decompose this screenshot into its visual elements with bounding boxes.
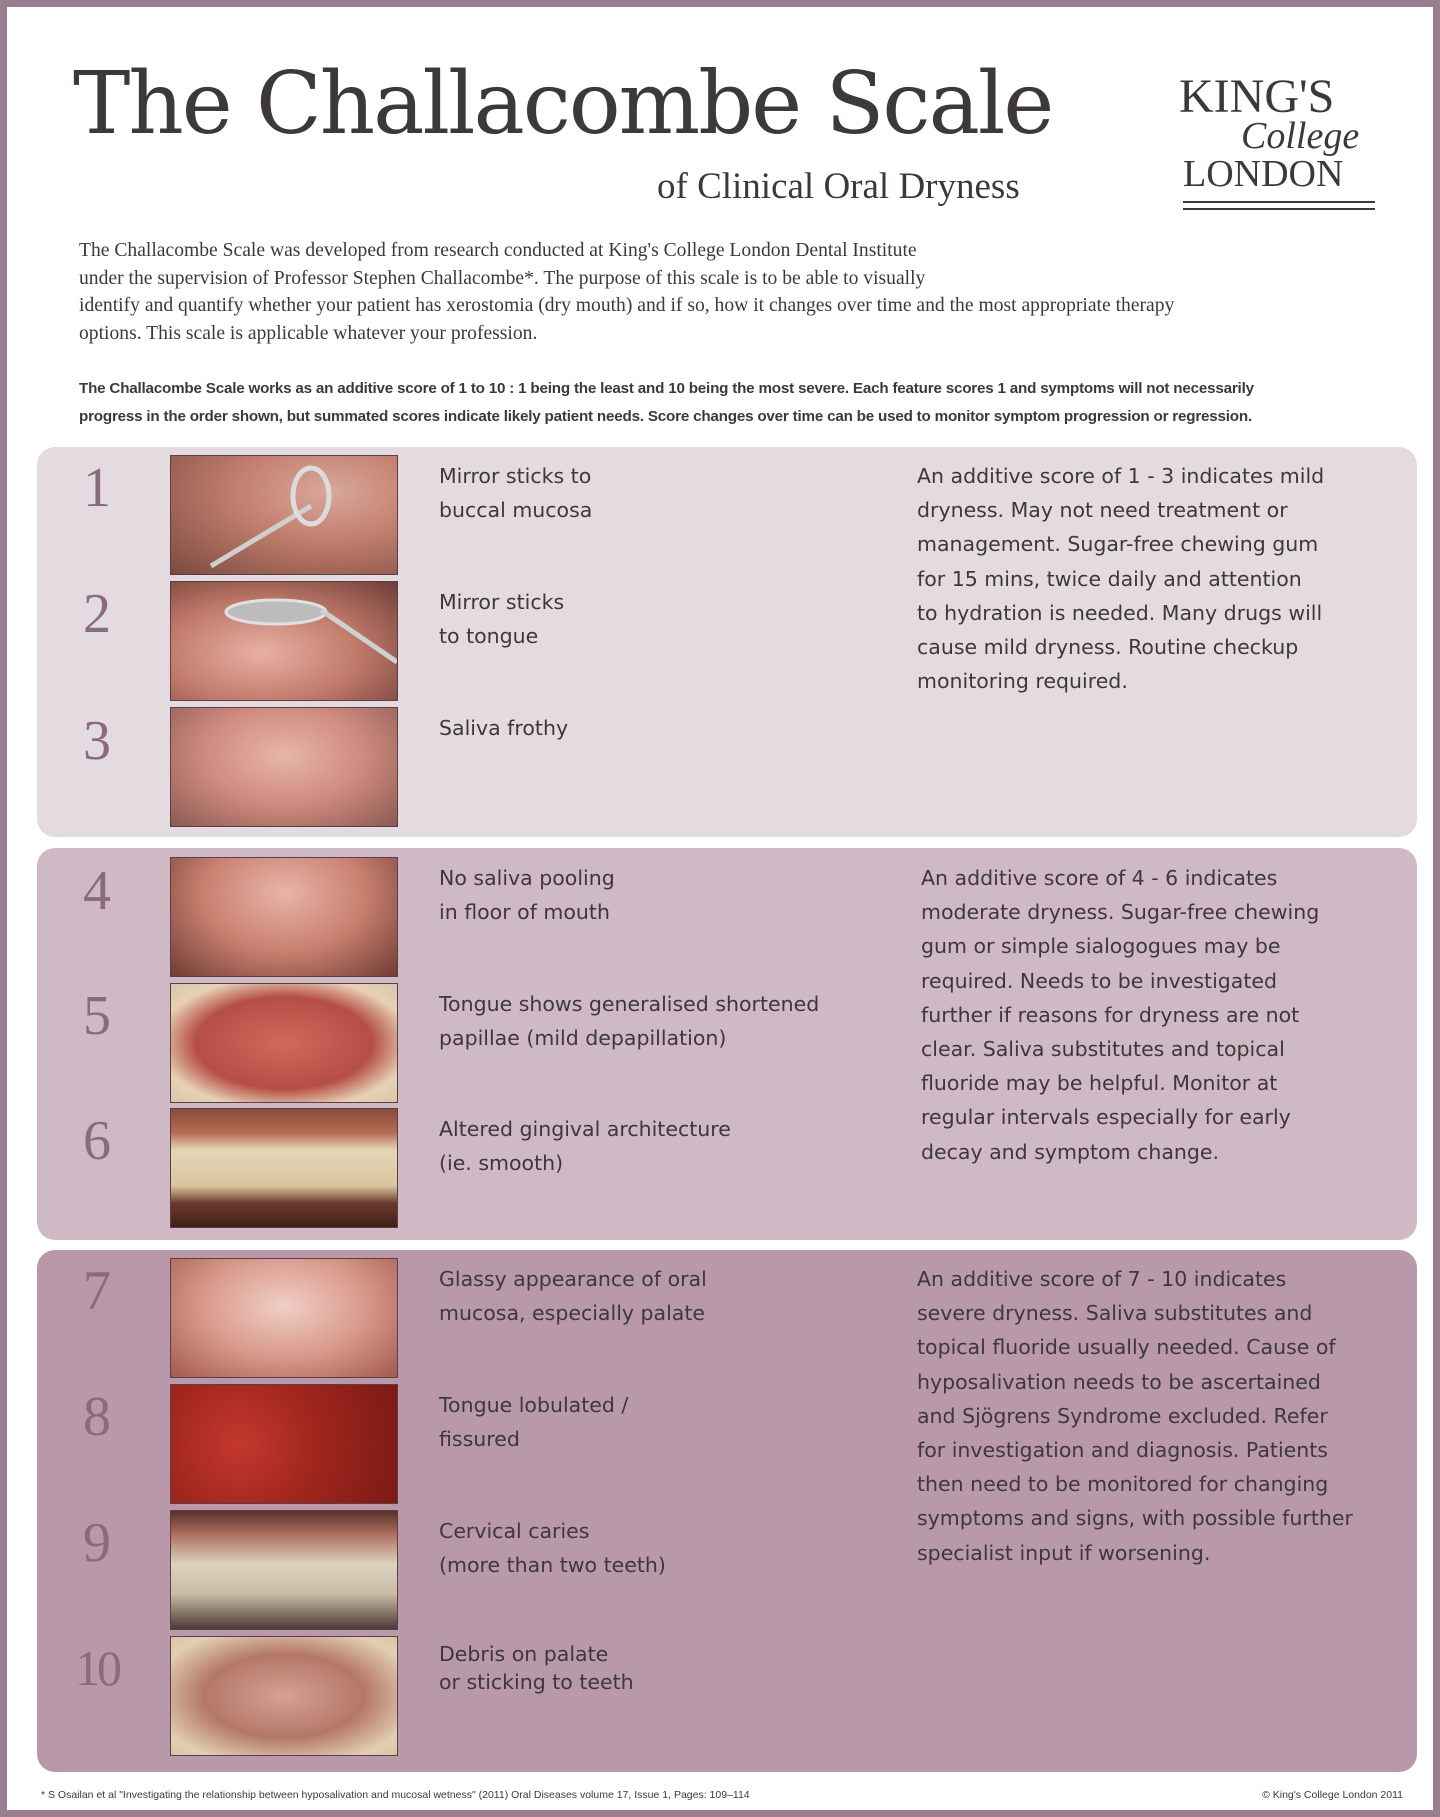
- photo-mirror-buccal: [170, 455, 398, 575]
- summary-line: then need to be monitored for changing: [917, 1472, 1329, 1497]
- logo-college: College: [1241, 115, 1360, 157]
- note-line: The Challacombe Scale works as an additive score of 1 to 10 : 1 being the least and 10 being the most severe. Each feature scores 1 and symptoms will not necessarily: [79, 380, 1254, 397]
- feature-line: Tongue lobulated /: [439, 1393, 629, 1417]
- score-number: 10: [75, 1640, 119, 1696]
- photo-debris-palate: [170, 1636, 398, 1756]
- severe-summary: [917, 1262, 1387, 1570]
- feature-text: [439, 459, 839, 527]
- logo-rule-bottom: [1183, 208, 1375, 210]
- feature-text: [439, 1262, 839, 1330]
- photo-glassy-palate: [170, 1258, 398, 1378]
- photo-tongue-depapillation: [170, 983, 398, 1103]
- dental-mirror-icon: [171, 456, 397, 574]
- feature-text: [439, 585, 839, 653]
- photo-fissured-tongue: [170, 1384, 398, 1504]
- summary-line: fluoride may be helpful. Monitor at: [921, 1071, 1278, 1096]
- feature-line: Mirror sticks to: [439, 464, 592, 488]
- score-number: 3: [83, 710, 111, 772]
- feature-text: [439, 1640, 839, 1696]
- feature-line: papillae (mild depapillation): [439, 1026, 727, 1050]
- summary-line: for investigation and diagnosis. Patients: [917, 1438, 1328, 1463]
- feature-text: [439, 861, 839, 929]
- dental-mirror-icon: [171, 582, 397, 700]
- summary-line: An additive score of 1 - 3 indicates mild: [917, 464, 1325, 488]
- score-number: 5: [83, 985, 111, 1047]
- summary-line: gum or simple sialogogues may be: [921, 934, 1281, 959]
- summary-line: moderate dryness. Sugar-free chewing: [921, 900, 1320, 925]
- summary-line: clear. Saliva substitutes and topical: [921, 1037, 1285, 1062]
- feature-text: [439, 1112, 839, 1180]
- summary-line: further if reasons for dryness are not: [921, 1002, 1300, 1027]
- feature-line: Glassy appearance of oral: [439, 1267, 707, 1291]
- logo-london: LONDON: [1183, 153, 1344, 195]
- summary-line: required. Needs to be investigated: [921, 968, 1278, 993]
- intro-line: The Challacombe Scale was developed from research conducted at King's College London Dental Institute: [79, 240, 917, 261]
- summary-line: regular intervals especially for early: [921, 1105, 1291, 1130]
- feature-line: or sticking to teeth: [439, 1670, 634, 1694]
- score-number: 2: [83, 583, 111, 645]
- photo-cervical-caries: [170, 1510, 398, 1630]
- feature-line: Debris on palate: [439, 1642, 609, 1666]
- summary-line: monitoring required.: [917, 669, 1128, 694]
- score-number: 8: [83, 1386, 111, 1448]
- summary-line: and Sjögrens Syndrome excluded. Refer: [917, 1403, 1328, 1428]
- summary-line: to hydration is needed. Many drugs will: [917, 600, 1323, 625]
- summary-line: hyposalivation needs to be ascertained: [917, 1369, 1321, 1394]
- summary-line: topical fluoride usually needed. Cause of: [917, 1335, 1336, 1360]
- feature-line: mucosa, especially palate: [439, 1301, 706, 1325]
- summary-line: dryness. May not need treatment or: [917, 498, 1288, 523]
- score-number: 1: [83, 457, 111, 519]
- summary-line: cause mild dryness. Routine checkup: [917, 635, 1299, 660]
- feature-text: [439, 711, 839, 745]
- feature-text: [439, 1514, 839, 1582]
- summary-line: symptoms and signs, with possible further: [917, 1506, 1353, 1531]
- intro-line: options. This scale is applicable whatever your profession.: [79, 322, 538, 344]
- logo-rule-top: [1183, 201, 1375, 203]
- feature-line: Tongue shows generalised shortened: [439, 992, 820, 1016]
- feature-line: buccal mucosa: [439, 498, 593, 522]
- scoring-note: [79, 375, 1379, 431]
- summary-line: management. Sugar-free chewing gum: [917, 532, 1319, 557]
- intro-line: identify and quantify whether your patient has xerostomia (dry mouth) and if so, how it changes over time and the most appropriate therapy: [79, 295, 1175, 316]
- photo-floor-of-mouth: [170, 857, 398, 977]
- intro-line: under the supervision of Professor Stephen Challacombe*. The purpose of this scale is to be able to visually: [79, 267, 926, 289]
- feature-line: Saliva frothy: [439, 716, 569, 740]
- score-number: 4: [83, 860, 111, 922]
- page-title: The Challacombe Scale: [73, 54, 1053, 154]
- intro-paragraph: [79, 237, 1379, 347]
- photo-saliva-frothy: [170, 707, 398, 827]
- summary-line: An additive score of 7 - 10 indicates: [917, 1267, 1287, 1291]
- copyright-notice: © King's College London 2011: [1262, 1789, 1403, 1801]
- feature-text: [439, 1388, 839, 1456]
- feature-line: (more than two teeth): [439, 1553, 666, 1577]
- page-subtitle: of Clinical Oral Dryness: [657, 166, 1020, 207]
- kings-college-logo: [1179, 67, 1379, 213]
- summary-line: decay and symptom change.: [921, 1139, 1220, 1164]
- feature-line: No saliva pooling: [439, 866, 615, 890]
- feature-line: (ie. smooth): [439, 1151, 564, 1175]
- summary-line: for 15 mins, twice daily and attention: [917, 566, 1302, 591]
- feature-text: [439, 987, 839, 1055]
- logo-kings: KING'S: [1179, 70, 1335, 123]
- note-line: progress in the order shown, but summated scores indicate likely patient needs. Score changes over time can be used to monitor symptom progression or regression.: [79, 408, 1252, 425]
- photo-mirror-tongue: [170, 581, 398, 701]
- feature-line: Mirror sticks: [439, 590, 565, 614]
- feature-line: Altered gingival architecture: [439, 1117, 731, 1141]
- reference-footnote: * S Osailan et al "Investigating the relationship between hyposalivation and mucosal wetness" (2011) Oral Diseases volume 17, Issue 1, Pages: 109–114: [41, 1789, 750, 1801]
- feature-line: Cervical caries: [439, 1519, 590, 1543]
- score-number: 6: [83, 1110, 111, 1172]
- summary-line: An additive score of 4 - 6 indicates: [921, 866, 1278, 890]
- mild-summary: [917, 459, 1387, 698]
- feature-line: in floor of mouth: [439, 900, 610, 924]
- feature-line: fissured: [439, 1427, 520, 1451]
- feature-line: to tongue: [439, 624, 539, 648]
- summary-line: specialist input if worsening.: [917, 1540, 1211, 1565]
- moderate-summary: [921, 861, 1391, 1169]
- photo-gingival-architecture: [170, 1108, 398, 1228]
- score-number: 9: [83, 1512, 111, 1574]
- score-number: 7: [83, 1260, 111, 1322]
- summary-line: severe dryness. Saliva substitutes and: [917, 1301, 1313, 1326]
